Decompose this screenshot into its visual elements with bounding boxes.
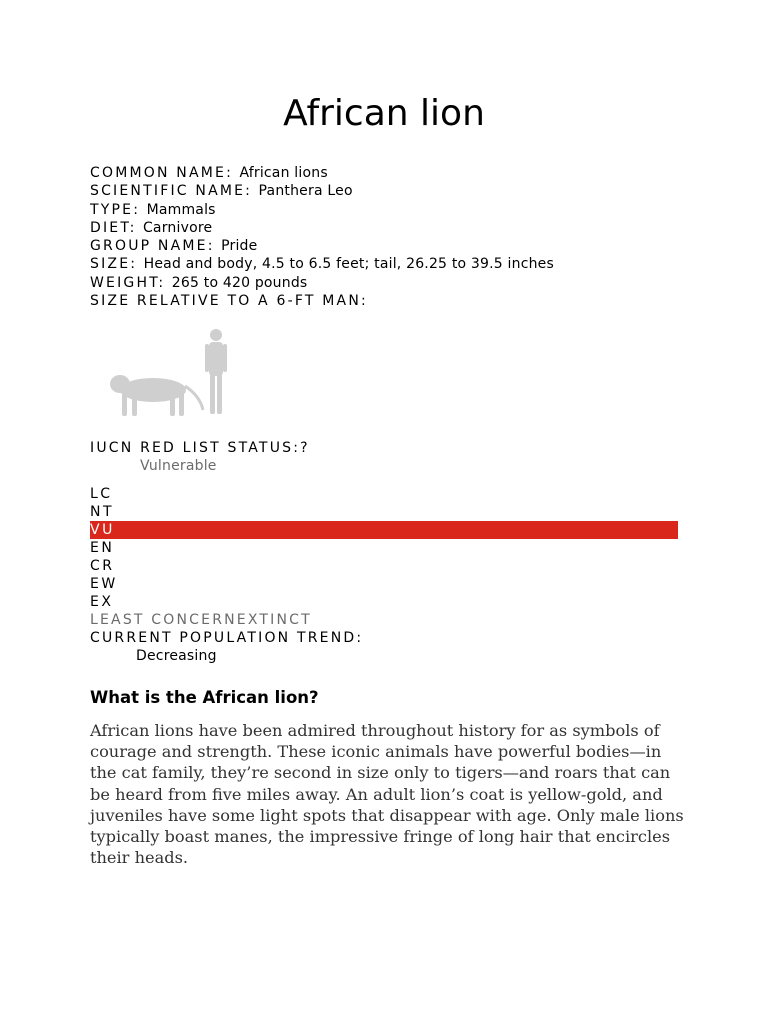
size-comparison-graphic (108, 326, 238, 420)
iucn-level-ex: EX (90, 594, 114, 610)
fact-scientific-name (90, 182, 690, 200)
fact-group-name (90, 237, 690, 255)
fact-value: African lions (239, 165, 328, 181)
fact-label: COMMON NAME: (90, 165, 233, 181)
fact-value: Panthera Leo (258, 183, 353, 200)
fact-label: WEIGHT: (90, 274, 166, 291)
page-title: African lion (283, 93, 485, 134)
fact-common-name (90, 164, 690, 182)
fact-value: 265 to 420 pounds (171, 274, 308, 291)
fact-label: SCIENTIFIC NAME: (90, 183, 253, 200)
iucn-level-lc: LC (90, 486, 113, 502)
fact-value: Carnivore (142, 219, 213, 236)
fact-label: DIET: (90, 219, 137, 236)
lion-silhouette-icon (110, 375, 203, 416)
iucn-status-value: Vulnerable (140, 458, 217, 474)
iucn-status-block (90, 439, 690, 475)
iucn-level-nt: NT (90, 504, 115, 520)
fact-size (90, 255, 690, 273)
section-heading: What is the African lion? (90, 688, 319, 707)
fact-label: TYPE: (90, 201, 141, 218)
fact-value: Mammals (146, 201, 216, 218)
iucn-level-en: EN (90, 540, 115, 556)
population-trend-heading: CURRENT POPULATION TREND: (90, 630, 364, 646)
fact-label: SIZE RELATIVE TO A 6-FT MAN: (90, 293, 368, 310)
fact-list (90, 164, 690, 310)
fact-type (90, 201, 690, 219)
fact-value: Pride (221, 238, 258, 255)
population-trend-value: Decreasing (136, 648, 217, 664)
iucn-level-ew: EW (90, 576, 118, 592)
iucn-scale (90, 485, 678, 665)
fact-label: SIZE: (90, 256, 138, 273)
iucn-level-cr: CR (90, 558, 115, 574)
fact-weight (90, 274, 690, 292)
fact-value: Head and body, 4.5 to 6.5 feet; tail, 26.25 to 39.5 inches (143, 256, 554, 273)
man-silhouette-icon (205, 329, 227, 414)
fact-size-relative (90, 292, 690, 310)
iucn-scale-ends: LEAST CONCERNEXTINCT (90, 612, 312, 628)
section-body: African lions have been admired throughout history for as symbols of courage and strength. These iconic animals have powerful bodies—in the cat family, they’re second in size only to tigers—and roars that can be heard from five miles away. An adult lion’s coat is yellow-gold, and juveniles have some light spots that disappear with age. Only male lions typically boast manes, the impressive fringe of long hair that encircles their heads. (90, 721, 684, 868)
iucn-heading: IUCN RED LIST STATUS:? (90, 440, 310, 456)
fact-diet (90, 219, 690, 237)
iucn-level-vu: VU (90, 521, 678, 539)
fact-label: GROUP NAME: (90, 238, 215, 255)
